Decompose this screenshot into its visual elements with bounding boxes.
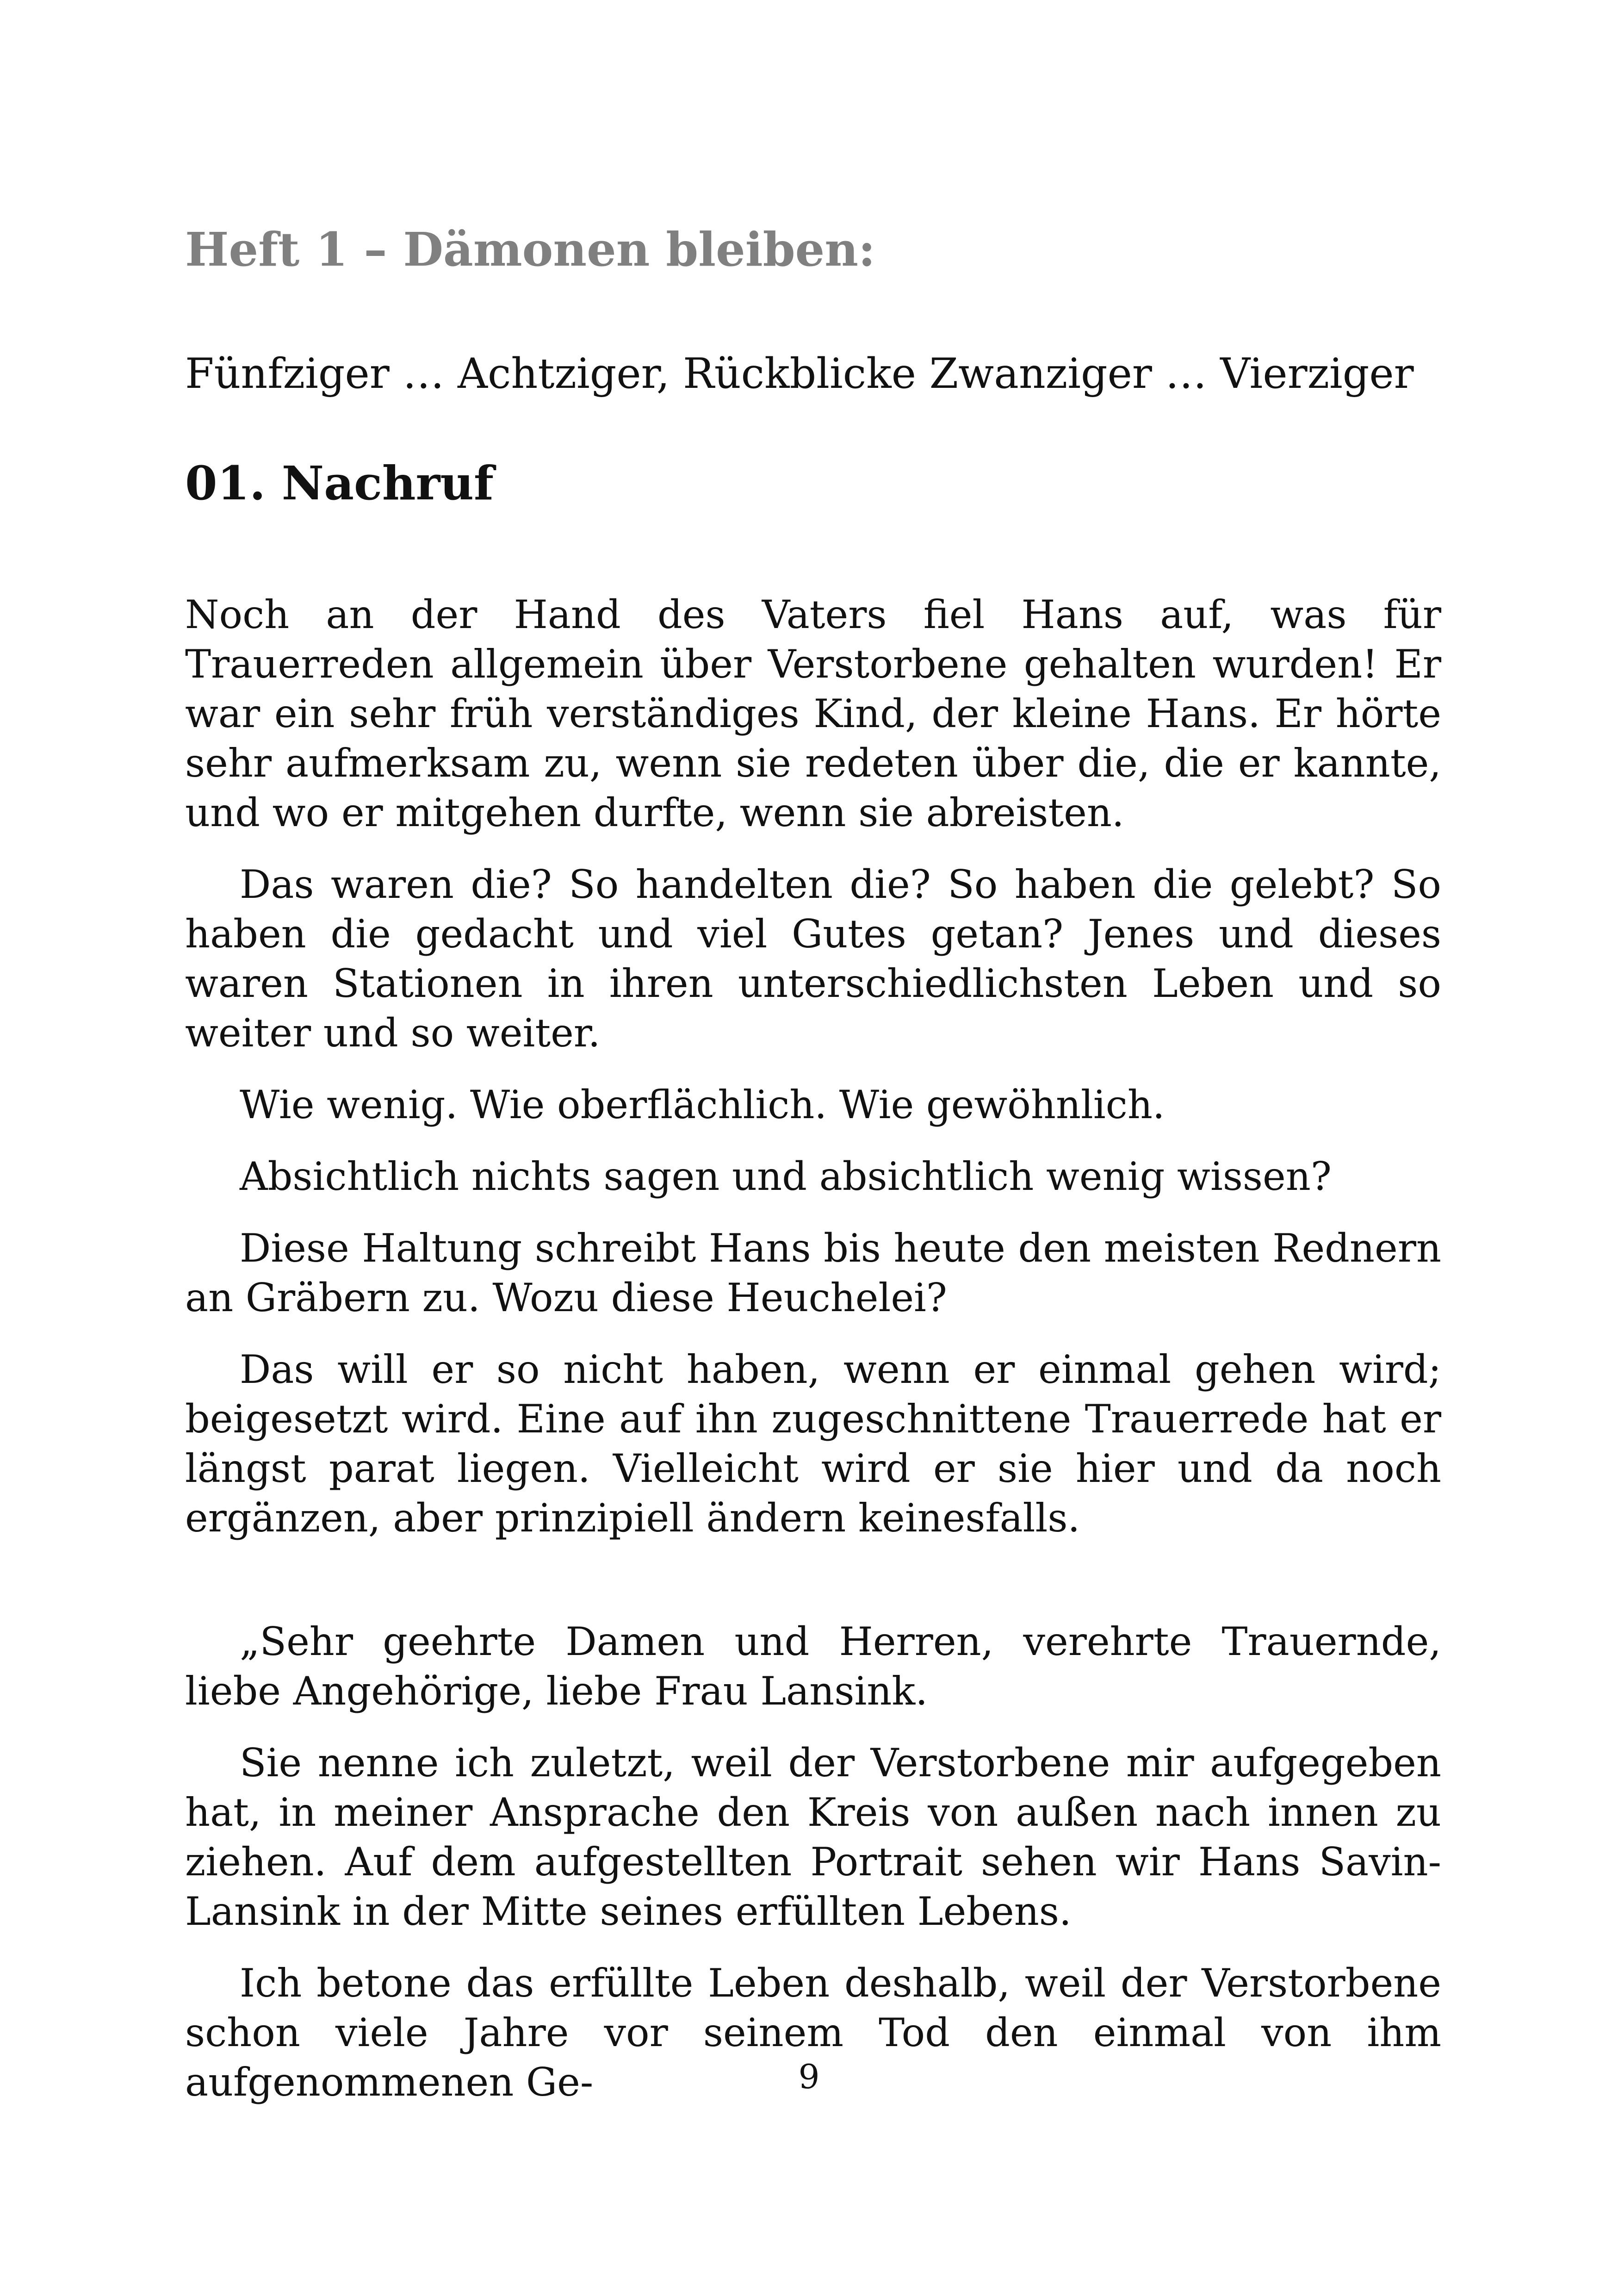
page-number: 9	[798, 2057, 820, 2096]
paragraph-6: Das will er so nicht haben, wenn er einmal gehen wird; beigesetzt wird. Eine auf ihn zugeschnittene Trauerrede hat er längst parat liegen. Vielleicht wird er sie hier und da noch ergänzen, aber prinzipiell ändern keinesfalls.	[185, 1347, 1441, 1541]
chapter-title: 01. Nachruf	[185, 456, 494, 510]
paragraph-9: Ich betone das erfüllte Leben deshalb, weil der Verstorbene schon viele Jahre vor seinem Tod den einmal von ihm aufgenommenen Ge-	[185, 1960, 1441, 2105]
paragraph-8: Sie nenne ich zuletzt, weil der Verstorbene mir aufgegeben hat, in meiner Ansprache den Kreis von außen nach innen zu ziehen. Auf dem aufgestellten Portrait sehen wir Hans Savin-Lansink in der Mitte seines erfüllten Lebens.	[185, 1740, 1441, 1934]
paragraph-4: Absichtlich nichts sagen und absichtlich wenig wissen?	[240, 1154, 1332, 1199]
paragraph-3: Wie wenig. Wie oberflächlich. Wie gewöhnlich.	[240, 1082, 1165, 1127]
paragraph-2: Das waren die? So handelten die? So haben die gelebt? So haben die gedacht und viel Gutes getan? Jenes und dieses waren Stationen in ihren unterschiedlichsten Leben und so weiter und so weiter.	[185, 862, 1441, 1056]
paragraph-5: Diese Haltung schreibt Hans bis heute den meisten Rednern an Gräbern zu. Wozu diese Heuchelei?	[185, 1226, 1441, 1320]
paragraph-7-speech-start: „Sehr geehrte Damen und Herren, verehrte Trauernde, liebe Angehörige, liebe Frau Lansink.	[185, 1619, 1441, 1714]
body-text	[185, 590, 1441, 2129]
heft-title: Heft 1 – Dämonen bleiben:	[185, 222, 875, 277]
paragraph-1: Noch an der Hand des Vaters fiel Hans auf, was für Trauerreden allgemein über Verstorbene gehalten wurden! Er war ein sehr früh verständiges Kind, der kleine Hans. Er hörte sehr aufmerksam zu, wenn sie redeten über die, die er kannte, und wo er mitgehen durfte, wenn sie abreisten.	[185, 592, 1441, 835]
heft-subtitle: Fünfziger … Achtziger, Rückblicke Zwanziger … Vierziger	[185, 349, 1414, 398]
